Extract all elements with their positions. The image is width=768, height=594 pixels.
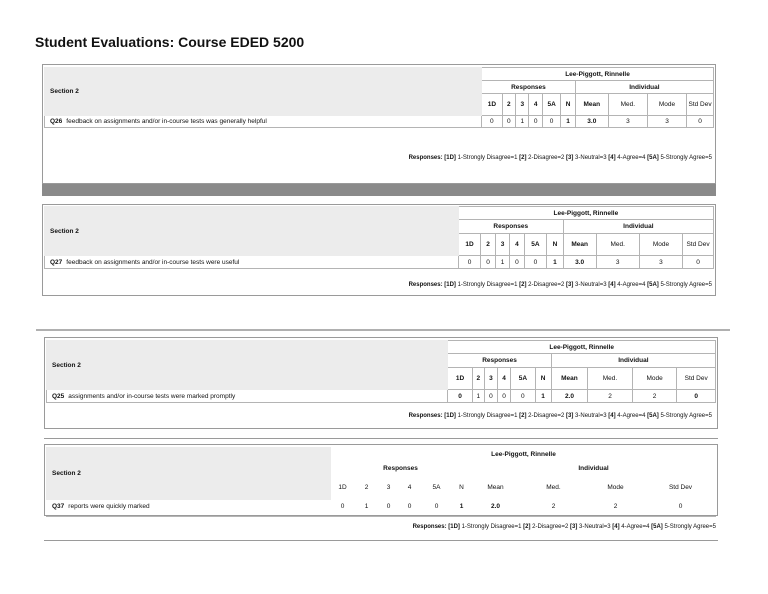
count-1d: 0 — [331, 500, 355, 513]
col-3: 3 — [484, 368, 497, 390]
col-mean: Mean — [471, 476, 521, 500]
col-std-dev: Std Dev — [687, 94, 714, 116]
evaluation-table-q25 — [46, 340, 716, 403]
col-4: 4 — [399, 476, 421, 500]
median-value: 2 — [588, 390, 633, 403]
count-5a: 0 — [511, 390, 535, 403]
instructor-name: Lee-Piggott, Rinnelle — [458, 207, 713, 220]
responses-header: Responses — [482, 81, 576, 94]
page-divider — [44, 540, 718, 541]
col-2: 2 — [481, 234, 495, 256]
count-2: 1 — [472, 390, 484, 403]
question-text — [47, 390, 448, 403]
mean-value: 2.0 — [551, 390, 587, 403]
count-2: 0 — [502, 116, 515, 128]
count-3: 1 — [495, 256, 509, 269]
col-mode: Mode — [587, 476, 645, 500]
count-1d: 0 — [482, 116, 503, 128]
col-med: Med. — [596, 234, 639, 256]
mode-value: 3 — [647, 116, 686, 128]
responses-legend: Responses: [1D] 1-Strongly Disagree=1 [2] 2-Disagree=2 [3] 3-Neutral=3 [4] 4-Agree=4 [5A] 5-Strongly Agree=5 — [408, 155, 712, 161]
mean-value: 2.0 — [471, 500, 521, 513]
question-id: Q27 — [50, 258, 63, 266]
std-dev-value: 0 — [683, 256, 714, 269]
responses-legend: Responses: [1D] 1-Strongly Disagree=1 [2] 2-Disagree=2 [3] 3-Neutral=3 [4] 4-Agree=4 [5A] 5-Strongly Agree=5 — [408, 413, 712, 419]
responses-legend: Responses: [1D] 1-Strongly Disagree=1 [2] 2-Disagree=2 [3] 3-Neutral=3 [4] 4-Agree=4 [5A] 5-Strongly Agree=5 — [408, 282, 712, 288]
col-n: N — [535, 368, 551, 390]
question-id: Q37 — [52, 502, 65, 510]
count-1d: 0 — [448, 390, 472, 403]
count-4: 0 — [529, 116, 542, 128]
col-1d: 1D — [482, 94, 503, 116]
col-1d: 1D — [331, 476, 355, 500]
col-4: 4 — [498, 368, 511, 390]
mean-value: 3.0 — [563, 256, 596, 269]
col-n: N — [547, 234, 563, 256]
col-med: Med. — [521, 476, 587, 500]
std-dev-value: 0 — [687, 116, 714, 128]
page-divider — [44, 438, 718, 439]
col-med: Med. — [588, 368, 633, 390]
count-n: 1 — [535, 390, 551, 403]
instructor-name: Lee-Piggott, Rinnelle — [448, 341, 716, 354]
col-n: N — [561, 94, 575, 116]
count-3: 0 — [379, 500, 399, 513]
count-3: 0 — [484, 390, 497, 403]
instructor-name: Lee-Piggott, Rinnelle — [331, 448, 717, 462]
col-1d: 1D — [448, 368, 472, 390]
question-row — [47, 390, 716, 403]
count-5a: 0 — [542, 116, 561, 128]
count-3: 1 — [516, 116, 529, 128]
question-text — [45, 256, 459, 269]
count-1d: 0 — [458, 256, 481, 269]
col-std-dev: Std Dev — [645, 476, 717, 500]
mean-value: 3.0 — [575, 116, 608, 128]
col-5a: 5A — [511, 368, 535, 390]
question-id: Q26 — [50, 118, 63, 125]
individual-header: Individual — [563, 220, 713, 234]
question-row — [45, 256, 714, 269]
col-med: Med. — [608, 94, 647, 116]
count-5a: 0 — [524, 256, 547, 269]
responses-header: Responses — [448, 354, 551, 368]
median-value: 2 — [521, 500, 587, 513]
question-id: Q25 — [52, 392, 65, 400]
mode-value: 2 — [587, 500, 645, 513]
col-mode: Mode — [632, 368, 677, 390]
count-n: 1 — [561, 116, 575, 128]
col-5a: 5A — [542, 94, 561, 116]
col-mean: Mean — [563, 234, 596, 256]
question-text — [45, 116, 482, 128]
col-mode: Mode — [639, 234, 682, 256]
col-mode: Mode — [647, 94, 686, 116]
count-2: 1 — [355, 500, 379, 513]
question-label: feedback on assignments and/or in-course tests were useful — [66, 258, 240, 266]
separator-bar — [42, 184, 716, 196]
question-row — [45, 116, 714, 128]
page-divider — [36, 329, 730, 331]
count-n: 1 — [453, 500, 471, 513]
section-label: Section 2 — [45, 207, 459, 256]
section-label: Section 2 — [47, 448, 331, 500]
col-std-dev: Std Dev — [683, 234, 714, 256]
question-text — [47, 500, 331, 513]
individual-header: Individual — [471, 462, 717, 476]
mode-value: 3 — [639, 256, 682, 269]
col-3: 3 — [495, 234, 509, 256]
section-label: Section 2 — [45, 68, 482, 116]
count-4: 0 — [498, 390, 511, 403]
col-mean: Mean — [575, 94, 608, 116]
col-5a: 5A — [524, 234, 547, 256]
responses-header: Responses — [331, 462, 471, 476]
col-std-dev: Std Dev — [677, 368, 716, 390]
col-4: 4 — [529, 94, 542, 116]
question-label: feedback on assignments and/or in-course tests was generally helpful — [66, 118, 267, 125]
median-value: 3 — [596, 256, 639, 269]
responses-legend: Responses: [1D] 1-Strongly Disagree=1 [2] 2-Disagree=2 [3] 3-Neutral=3 [4] 4-Agree=4 [5A] 5-Strongly Agree=5 — [412, 524, 716, 530]
col-2: 2 — [355, 476, 379, 500]
col-mean: Mean — [551, 368, 587, 390]
evaluation-table-q37 — [46, 447, 717, 513]
col-n: N — [453, 476, 471, 500]
instructor-name: Lee-Piggott, Rinnelle — [482, 68, 714, 81]
responses-header: Responses — [458, 220, 563, 234]
mode-value: 2 — [632, 390, 677, 403]
count-n: 1 — [547, 256, 563, 269]
evaluation-table-q27 — [44, 206, 714, 269]
individual-header: Individual — [551, 354, 715, 368]
question-row — [47, 500, 717, 513]
col-5a: 5A — [421, 476, 453, 500]
count-5a: 0 — [421, 500, 453, 513]
count-4: 0 — [399, 500, 421, 513]
section-label: Section 2 — [47, 341, 448, 390]
col-1d: 1D — [458, 234, 481, 256]
individual-header: Individual — [575, 81, 713, 94]
median-value: 3 — [608, 116, 647, 128]
std-dev-value: 0 — [677, 390, 716, 403]
table-divider — [46, 516, 716, 517]
col-2: 2 — [502, 94, 515, 116]
col-3: 3 — [379, 476, 399, 500]
col-3: 3 — [516, 94, 529, 116]
question-label: reports were quickly marked — [68, 502, 150, 510]
question-label: assignments and/or in-course tests were marked promptly — [68, 392, 236, 400]
std-dev-value: 0 — [645, 500, 717, 513]
count-2: 0 — [481, 256, 495, 269]
count-4: 0 — [510, 256, 524, 269]
page-title: Student Evaluations: Course EDED 5200 — [35, 34, 305, 50]
col-4: 4 — [510, 234, 524, 256]
col-2: 2 — [472, 368, 484, 390]
evaluation-table-q26 — [44, 67, 714, 128]
